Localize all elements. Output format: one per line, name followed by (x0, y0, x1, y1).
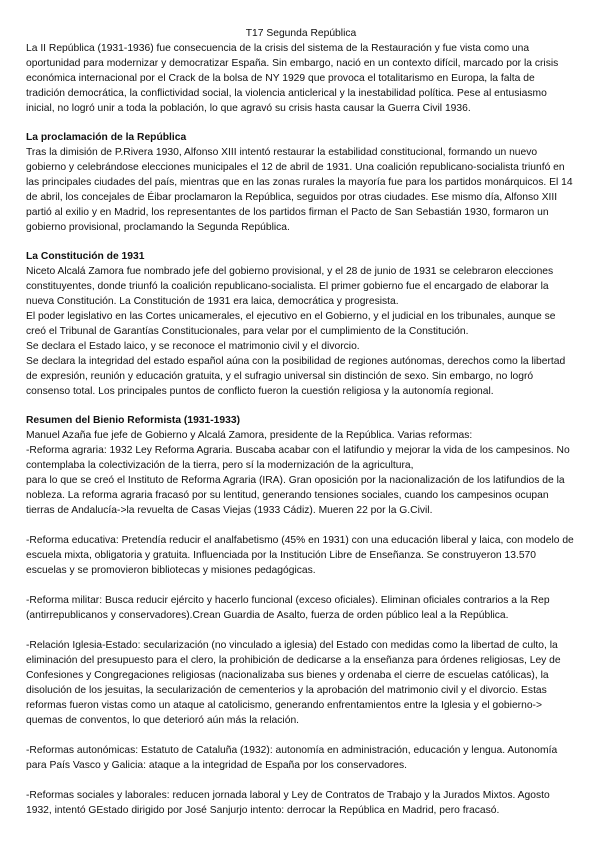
reform-sociales: -Reformas sociales y laborales: reducen jornada laboral y Ley de Contratos de Trabajo y la Jurados Mixtos. Agosto 1932, intentó GEstado dirigido por José Sanjurjo intento: derrocar la República en Madrid, pero fracasó. (26, 790, 550, 816)
section-proclamation (26, 130, 576, 235)
reform-agraria: -Reforma agraria: 1932 Ley Reforma Agraria. Buscaba acabar con el latifundio y mejorar la vida de los campesinos. No contemplaba la colectivización de la tierra, pero sí la modernización de la agricultura, (26, 445, 570, 471)
section-constitution (26, 249, 576, 399)
section-paragraph: Se declara la integridad del estado español aúna con la posibilidad de regiones autónomas, derechos como la libertad de expresión, reunión y educación gratuita, y el sufragio universal sin distinción de sexo. Sin embargo, no logró consenso total. Los principales puntos de conflicto fueron la cuestión religiosa y la autonomía regional. (26, 356, 566, 397)
section-heading: La Constitución de 1931 (26, 251, 145, 262)
reform-agraria-continued: para lo que se creó el Instituto de Reforma Agraria (IRA). Gran oposición por la nacionalización de los latifundios de la nobleza. La reforma agraria fracasó por su lentitud, generando tensiones sociales, cuando los campesinos ocupan tierras de Andalucía->la revuelta de Casas Viejas (1933 Cádiz). Mueren 22 por la G.Civil. (26, 475, 565, 516)
reforms-intro: Manuel Azaña fue jefe de Gobierno y Alcalá Zamora, presidente de la República. Varias reformas: (26, 430, 473, 441)
document-title: T17 Segunda República (245, 28, 357, 39)
section-paragraph: Tras la dimisión de P.Rivera 1930, Alfonso XIII intentó restaurar la estabilidad constitucional, formando un nuevo gobierno y celebrándose elecciones municipales el 12 de abril de 1931. Una coalición republicano-socialista triunfó en las principales ciudades del país, mientras que en las zonas rurales la mayoría fue para los partidos monárquicos. El 14 de abril, los concejales de Éibar proclamaron la República, seguidos por otras ciudades. Ese mismo día, Alfonso XIII partió al exilio y en Madrid, los representantes de los partidos firman el Pacto de San Sebastián 1930, formaron un gobierno provisional, proclamando la Segunda República. (26, 147, 573, 233)
reform-autonomicas: -Reformas autonómicas: Estatuto de Cataluña (1932): autonomía en administración, educación y lengua. Autonomía para País Vasco y Galicia: ataque a la integridad de España por los conservadores. (26, 745, 558, 771)
reform-militar: -Reforma militar: Busca reducir ejército y hacerlo funcional (exceso oficiales). Eliminan oficiales contrarios a la Rep (antirrepublicanos y conservadores).Crean Guardia de Asalto, fuerza de orden público leal a la República. (26, 595, 550, 621)
section-heading: Resumen del Bienio Reformista (1931-1933) (26, 415, 241, 426)
intro-paragraph: La II República (1931-1936) fue consecuencia de la crisis del sistema de la Restauración y fue vista como una oportunidad para modernizar y democratizar España. Sin embargo, nació en un contexto difícil, marcado por la crisis económica internacional por el Crack de la bolsa de NY 1929 que provoca el totalitarismo en Europa, la falta de tradición democrática, la conflictividad social, la violencia anticlerical y la inestabilidad política. Pese al entusiasmo inicial, no logró unir a toda la población, lo que agravó su crisis hasta causar la Guerra Civil 1936. (26, 43, 559, 114)
section-heading: La proclamación de la República (26, 132, 187, 143)
section-paragraph: Niceto Alcalá Zamora fue nombrado jefe del gobierno provisional, y el 28 de junio de 1931 se celebraron elecciones constituyentes, donde triunfó la coalición republicano-socialista. El primer gobierno fue el encargado de elaborar la nueva Constitución. La Constitución de 1931 era laica, democrática y progresista. (26, 266, 554, 307)
section-paragraph: Se declara el Estado laico, y se reconoce el matrimonio civil y el divorcio. (26, 341, 360, 352)
section-reforms (26, 413, 576, 818)
section-paragraph: El poder legislativo en las Cortes unicamerales, el ejecutivo en el Gobierno, y el judicial en los tribunales, aunque se creó el Tribunal de Garantías Constitucionales, para velar por el cumplimiento de la Constitución. (26, 311, 556, 337)
reform-educativa: -Reforma educativa: Pretendía reducir el analfabetismo (45% en 1931) con una educación liberal y laica, con modelo de escuela mixta, obligatoria y gratuita. Influenciada por la Institución Libre de Enseñanza. Se construyeron 13.570 escuelas y se promovieron bibliotecas y misiones pedagógicas. (26, 535, 574, 576)
reform-iglesia-estado: -Relación Iglesia-Estado: secularización (no vinculado a iglesia) del Estado con medidas como la libertad de culto, la eliminación del presupuesto para el clero, la prohibición de dedicarse a la enseñanza para órdenes religiosas, Ley de Confesiones y Congregaciones religiosas (nacionalizaba sus bienes y ordenaba el cierre de escuelas católicas), la disolución de los jesuitas, la secularización de cementerios y la aprobación del matrimonio civil y el divorcio. Estas reformas fueron vistas como un ataque al catolicismo, generando enfrentamientos entre la Iglesia y el gobierno-> quemas de conventos, lo que deterioró aún más la relación. (26, 640, 561, 726)
